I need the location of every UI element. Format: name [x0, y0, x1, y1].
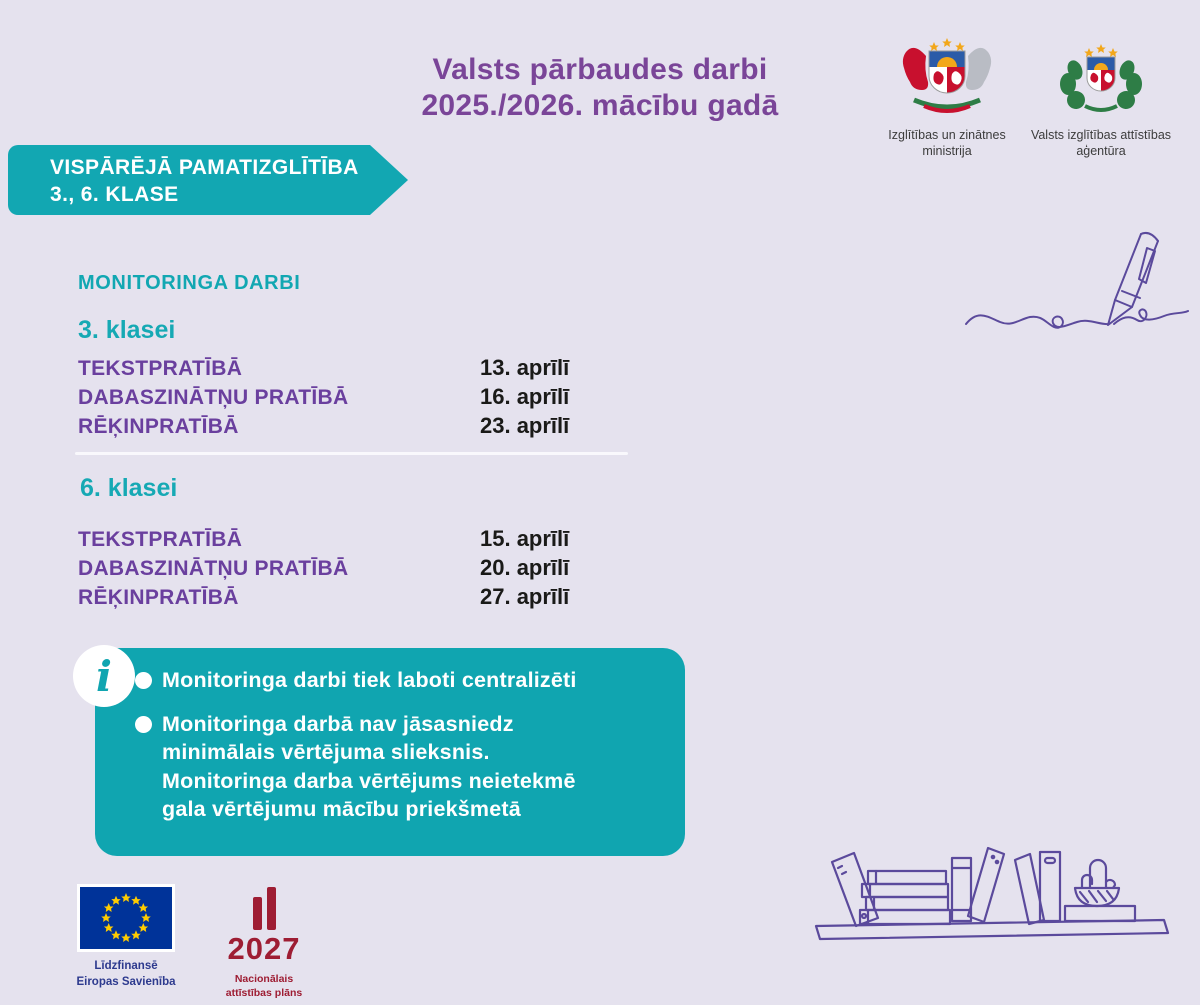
program-banner-line2: 3., 6. KLASE [50, 183, 179, 206]
program-banner [8, 145, 370, 215]
table-row [78, 413, 623, 442]
nap2027-year: 2027 [227, 931, 301, 966]
exam-date: 27. aprīlī [480, 584, 570, 609]
exam-date: 15. aprīlī [480, 526, 570, 551]
table-row [78, 555, 623, 584]
info-icon [73, 645, 135, 707]
page-title-line2: 2025./2026. mācību gadā [421, 89, 779, 122]
nap-bar-icon [253, 897, 262, 930]
exam-date: 13. aprīlī [480, 355, 570, 380]
nap-caption-line1: Nacionālais [234, 973, 294, 985]
agency-logo-caption: Valsts izglītības attīstības aģentūra [1030, 128, 1172, 159]
nap2027-caption [218, 972, 310, 1000]
page-title [350, 52, 850, 124]
grade3-schedule [78, 355, 623, 442]
subject-label: DABASZINĀTŅU PRATĪBĀ [78, 557, 349, 580]
agency-coat-of-arms-icon [1049, 42, 1153, 118]
exam-date: 23. aprīlī [480, 413, 570, 438]
list-item [135, 666, 657, 695]
eu-flag-icon [77, 884, 175, 952]
grade3-heading: 3. klasei [78, 316, 176, 344]
table-row [78, 355, 623, 384]
note-text: Monitoringa darbi tiek laboti centralizēti [162, 668, 577, 692]
nap2027-logo [218, 886, 310, 1000]
subject-label: TEKSTPRATĪBĀ [78, 528, 243, 551]
agency-logo [1026, 42, 1176, 160]
exam-date: 16. aprīlī [480, 384, 570, 409]
subject-label: RĒĶINPRATĪBĀ [78, 586, 239, 609]
table-row [78, 526, 623, 555]
grade6-schedule [78, 526, 623, 613]
ministry-logo-caption: Izglītības un zinātnes ministrija [888, 128, 1006, 159]
list-item [135, 710, 657, 824]
exam-date: 20. aprīlī [480, 555, 570, 580]
eu-caption-line2: Eiropas Savienība [76, 975, 176, 988]
ministry-logo [868, 38, 1026, 160]
nap-caption-line2: attīstības plāns [225, 987, 303, 1000]
table-row [78, 384, 623, 413]
note-text: Monitoringa darbā nav jāsasniedz minimālais vērtējuma slieksnis. Monitoringa darba vērtējums neietekmē gala vērtējumu mācību priekšmetā [162, 711, 576, 821]
eu-caption [74, 959, 178, 990]
subject-label: RĒĶINPRATĪBĀ [78, 415, 239, 438]
bookshelf-doodle-icon [812, 838, 1200, 950]
info-box [95, 648, 685, 856]
table-row [78, 584, 623, 613]
eu-caption-line1: Līdzfinansē [94, 960, 158, 972]
eu-funding-logo [74, 884, 178, 990]
grade6-heading: 6. klasei [80, 474, 178, 502]
nap2027-bars-icon [218, 886, 310, 930]
section-divider [75, 452, 628, 455]
program-banner-line1: VISPĀRĒJĀ PAMATIZGLĪTĪBA [50, 156, 359, 179]
bullet-icon [135, 672, 152, 689]
ministry-coat-of-arms-icon [884, 38, 1010, 118]
pen-doodle-icon [962, 203, 1190, 345]
subject-label: DABASZINĀTŅU PRATĪBĀ [78, 386, 349, 409]
info-icon-glyph: i [96, 651, 112, 701]
bullet-icon [135, 716, 152, 733]
monitoring-heading: MONITORINGA DARBI [78, 272, 301, 294]
page-title-line1: Valsts pārbaudes darbi [432, 53, 768, 86]
nap-bar-icon [267, 887, 276, 930]
subject-label: TEKSTPRATĪBĀ [78, 357, 243, 380]
